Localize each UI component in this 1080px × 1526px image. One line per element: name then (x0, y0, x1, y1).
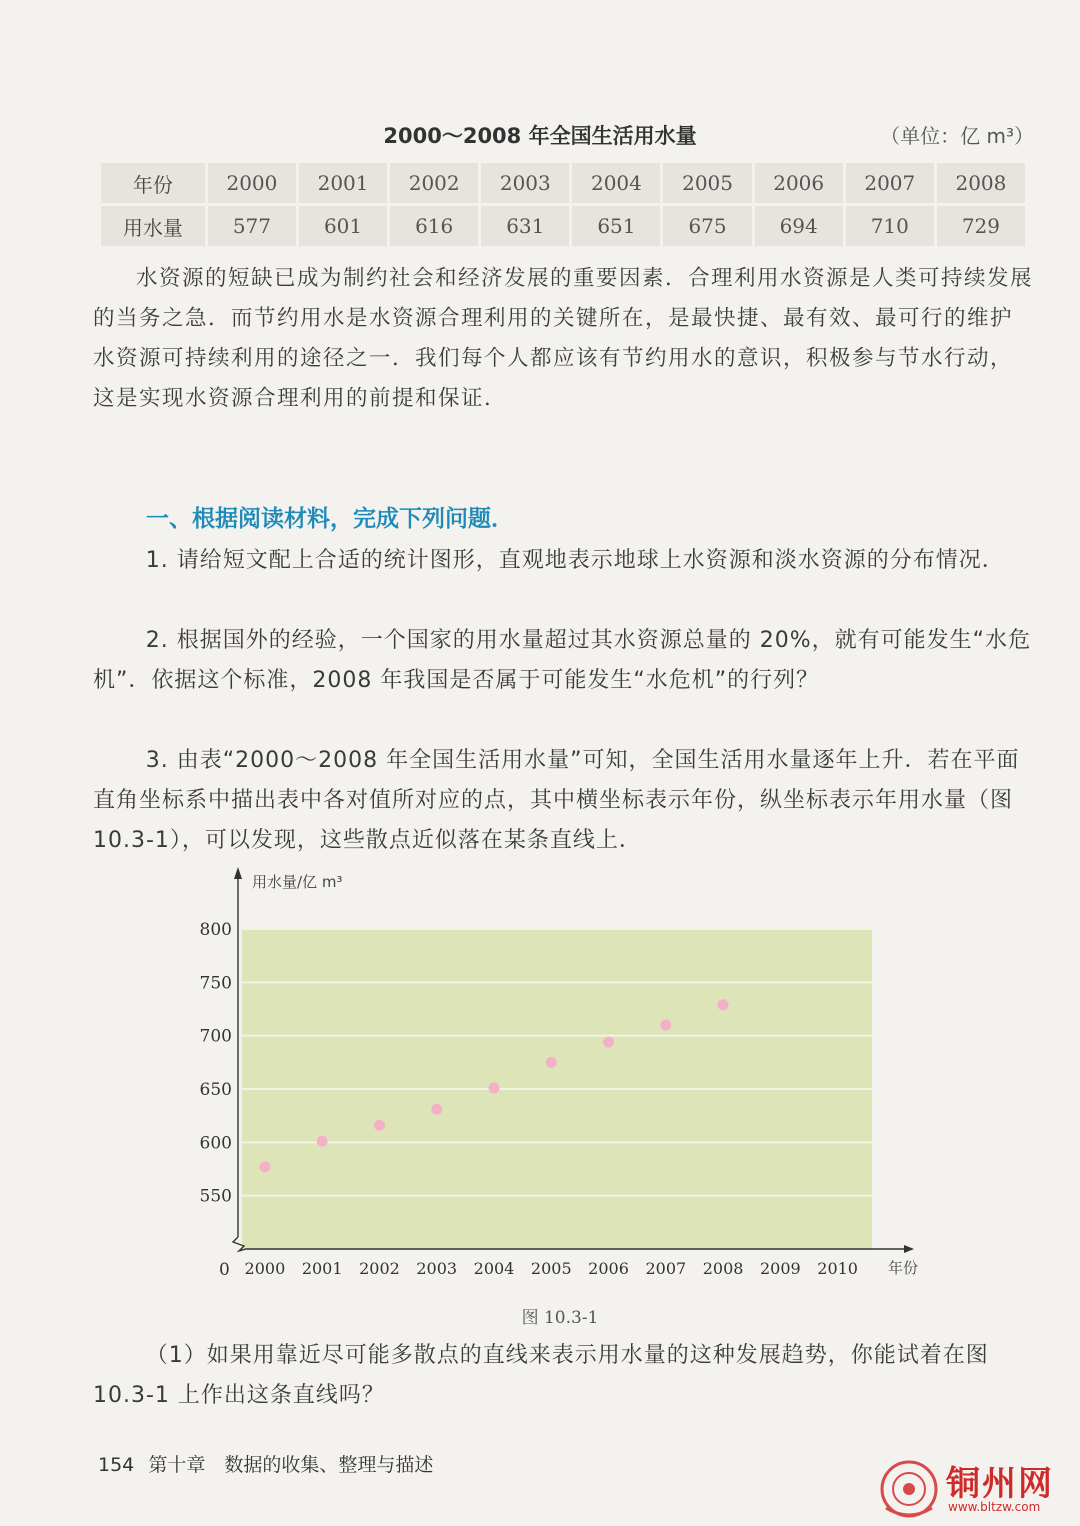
figure-caption: 图 10.3-1 (521, 1308, 599, 1328)
table-cell: 616 (390, 206, 478, 246)
watermark-logo-icon (876, 1456, 942, 1522)
scatter-point (431, 1104, 442, 1115)
scatter-point (374, 1120, 385, 1131)
scatter-point (489, 1082, 500, 1093)
scatter-point (259, 1161, 270, 1172)
table-cell: 710 (846, 206, 934, 246)
table-row-years (101, 163, 1025, 203)
y-axis-label: 用水量/亿 m³ (252, 873, 343, 891)
y-tick-label: 550 (199, 1186, 232, 1207)
x-tick-label: 2003 (416, 1259, 458, 1278)
y-tick-label: 800 (199, 920, 232, 940)
chapter-title: 第十章 数据的收集、整理与描述 (148, 1454, 434, 1476)
x-tick-label: 2006 (588, 1259, 629, 1278)
scatter-point (317, 1136, 328, 1147)
table-cell: 2002 (390, 163, 478, 203)
row-header-year: 年份 (101, 163, 205, 203)
watermark-url: www.bltzw.com (948, 1500, 1041, 1514)
x-tick-label: 2009 (760, 1259, 801, 1278)
watermark-text: 铜州网 (946, 1464, 1054, 1504)
scatter-point (660, 1020, 671, 1031)
table-cell: 2000 (208, 163, 296, 203)
y-tick-label: 700 (199, 1026, 232, 1047)
x-tick-label: 2005 (530, 1259, 572, 1278)
table-cell: 2008 (937, 163, 1025, 203)
x-tick-label: 2007 (645, 1259, 687, 1278)
x-tick-label: 2010 (817, 1259, 858, 1278)
y-axis-arrow-icon (234, 867, 242, 879)
water-usage-table (98, 160, 1028, 249)
scatter-point (718, 999, 729, 1010)
x-axis-arrow-icon (904, 1245, 914, 1253)
y-tick-label: 650 (199, 1080, 232, 1100)
row-header-usage: 用水量 (101, 206, 205, 246)
question-3: 3. 由表“2000～2008 年全国生活用水量”可知，全国生活用水量逐年上升．若在平面直角坐标系中描出表中各对值所对应的点，其中横坐标表示年份，纵坐标表示年用水量（图 10.3-1），可以发现，这些散点近似落在某条直线上． (93, 748, 1020, 853)
table-cell: 651 (572, 206, 660, 246)
table-cell: 2005 (663, 163, 751, 203)
y-tick-label: 600 (199, 1133, 232, 1154)
page-footer (98, 1450, 433, 1477)
table-cell: 2007 (846, 163, 934, 203)
site-watermark (876, 1456, 1072, 1522)
table-cell: 2003 (481, 163, 569, 203)
x-axis-label: 年份 (888, 1259, 919, 1277)
question-2: 2. 根据国外的经验，一个国家的用水量超过其水资源总量的 20%，就有可能发生“水危机”．依据这个标准，2008 年我国是否属于可能发生“水危机”的行列？ (93, 628, 1032, 693)
water-usage-scatter-chart (190, 865, 950, 1285)
x-tick-label: 2000 (244, 1259, 286, 1278)
table-cell: 601 (299, 206, 387, 246)
table-cell: 631 (481, 206, 569, 246)
table-cell: 729 (937, 206, 1025, 246)
reading-paragraph: 水资源的短缺已成为制约社会和经济发展的重要因素．合理利用水资源是人类可持续发展的当务之急．而节约用水是水资源合理利用的关键所在，是最快捷、最有效、最可行的维护水资源可持续利用的途径之一．我们每个人都应该有节约用水的意识，积极参与节水行动，这是实现水资源合理利用的前提和保证． (93, 266, 1034, 411)
table-cell: 2001 (299, 163, 387, 203)
origin-label: 0 (219, 1260, 230, 1280)
scatter-point (603, 1037, 614, 1048)
table-cell: 577 (208, 206, 296, 246)
section-heading: 一、根据阅读材料，完成下列问题． (146, 506, 514, 532)
table-unit: （单位：亿 m³） (880, 124, 1034, 148)
table-cell: 675 (663, 206, 751, 246)
table-cell: 2004 (572, 163, 660, 203)
question-1: 1. 请给短文配上合适的统计图形，直观地表示地球上水资源和淡水资源的分布情况． (145, 548, 1005, 573)
x-tick-label: 2008 (702, 1259, 744, 1278)
table-cell: 2006 (755, 163, 843, 203)
table-cell: 694 (755, 206, 843, 246)
table-row-usage (101, 206, 1025, 246)
page-number: 154 (98, 1454, 135, 1476)
question-3-1: （1）如果用靠近尽可能多散点的直线来表示用水量的这种发展趋势，你能试着在图 10.3-1 上作出这条直线吗？ (93, 1343, 989, 1408)
table-title: 2000～2008 年全国生活用水量 (383, 124, 697, 148)
scatter-point (546, 1057, 557, 1068)
x-tick-label: 2001 (301, 1259, 343, 1278)
x-tick-label: 2004 (473, 1259, 515, 1278)
y-tick-label: 750 (199, 973, 232, 994)
x-tick-label: 2002 (359, 1259, 400, 1278)
